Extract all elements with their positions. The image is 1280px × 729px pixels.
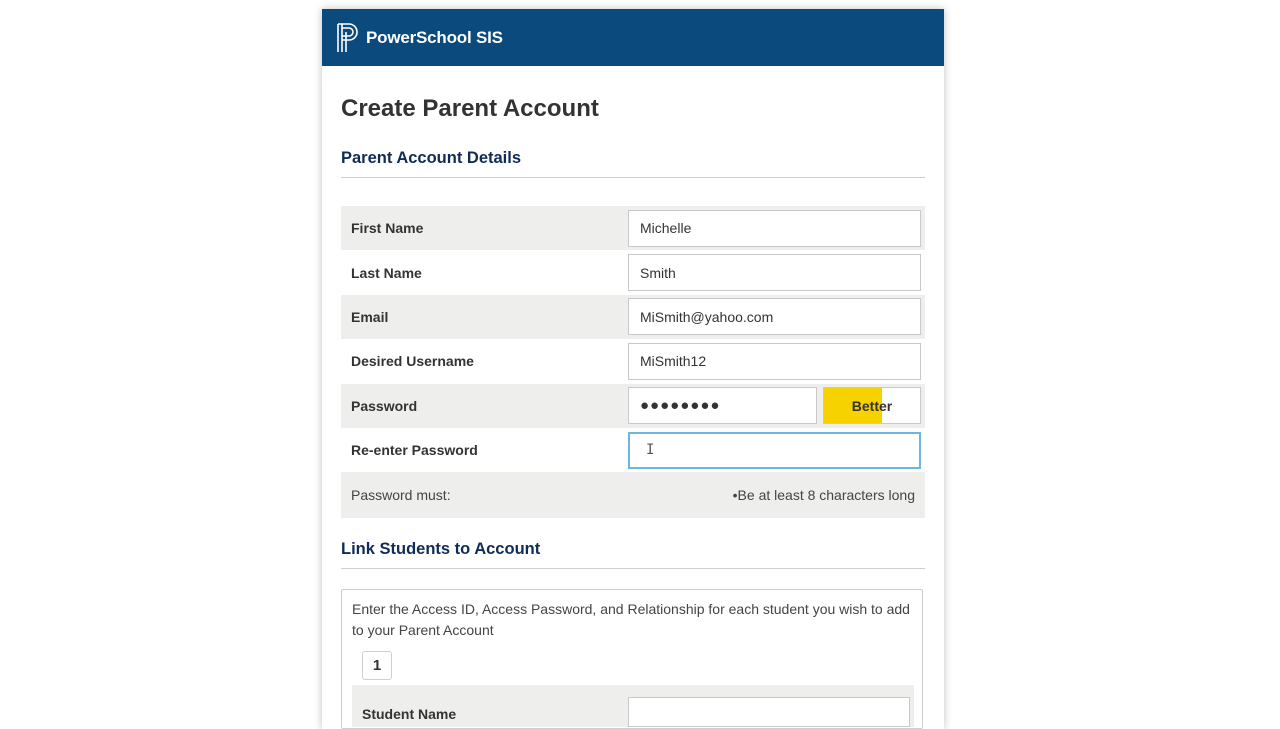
student-name-row <box>352 685 914 727</box>
reenter-password-label: Re-enter Password <box>351 442 478 459</box>
powerschool-p-icon <box>336 23 360 53</box>
student-name-input[interactable] <box>628 697 910 727</box>
reenter-password-row <box>341 428 925 472</box>
section-heading-link-students: Link Students to Account <box>341 540 925 569</box>
last-name-input[interactable]: Smith <box>628 254 921 291</box>
main-content <box>322 66 944 729</box>
student-name-label: Student Name <box>362 706 457 723</box>
first-name-row <box>341 206 925 250</box>
email-label: Email <box>351 308 389 325</box>
email-row <box>341 295 925 339</box>
reenter-password-input[interactable] <box>628 432 921 469</box>
page-container <box>322 9 944 729</box>
last-name-row <box>341 250 925 294</box>
first-name-label: First Name <box>351 220 424 237</box>
username-label: Desired Username <box>351 353 474 370</box>
password-row <box>341 384 925 428</box>
password-strength-meter <box>823 387 921 424</box>
section-heading-parent-details: Parent Account Details <box>341 149 925 178</box>
parent-details-form <box>341 206 925 518</box>
email-input[interactable]: MiSmith@yahoo.com <box>628 298 921 335</box>
password-strength-label: Better <box>851 397 893 414</box>
last-name-label: Last Name <box>351 264 422 281</box>
header-bar <box>322 9 944 66</box>
password-input[interactable]: ●●●●●●●● <box>628 387 817 424</box>
powerschool-logo[interactable] <box>336 23 503 53</box>
first-name-input[interactable]: Michelle <box>628 210 921 247</box>
text-cursor-icon: I <box>646 442 655 459</box>
student-tab-1[interactable]: 1 <box>362 651 392 680</box>
password-rules <box>341 472 925 518</box>
username-input[interactable]: MiSmith12 <box>628 343 921 380</box>
password-rules-label: Password must: <box>351 487 451 504</box>
password-rule-length: •Be at least 8 characters long <box>732 487 915 504</box>
password-label: Password <box>351 397 418 414</box>
page-title: Create Parent Account <box>341 95 599 122</box>
link-students-description: Enter the Access ID, Access Password, and Relationship for each student you wish to add to your Parent Account <box>352 601 910 639</box>
username-row <box>341 339 925 383</box>
link-students-panel <box>341 589 923 729</box>
brand-name: PowerSchool SIS <box>366 27 503 47</box>
